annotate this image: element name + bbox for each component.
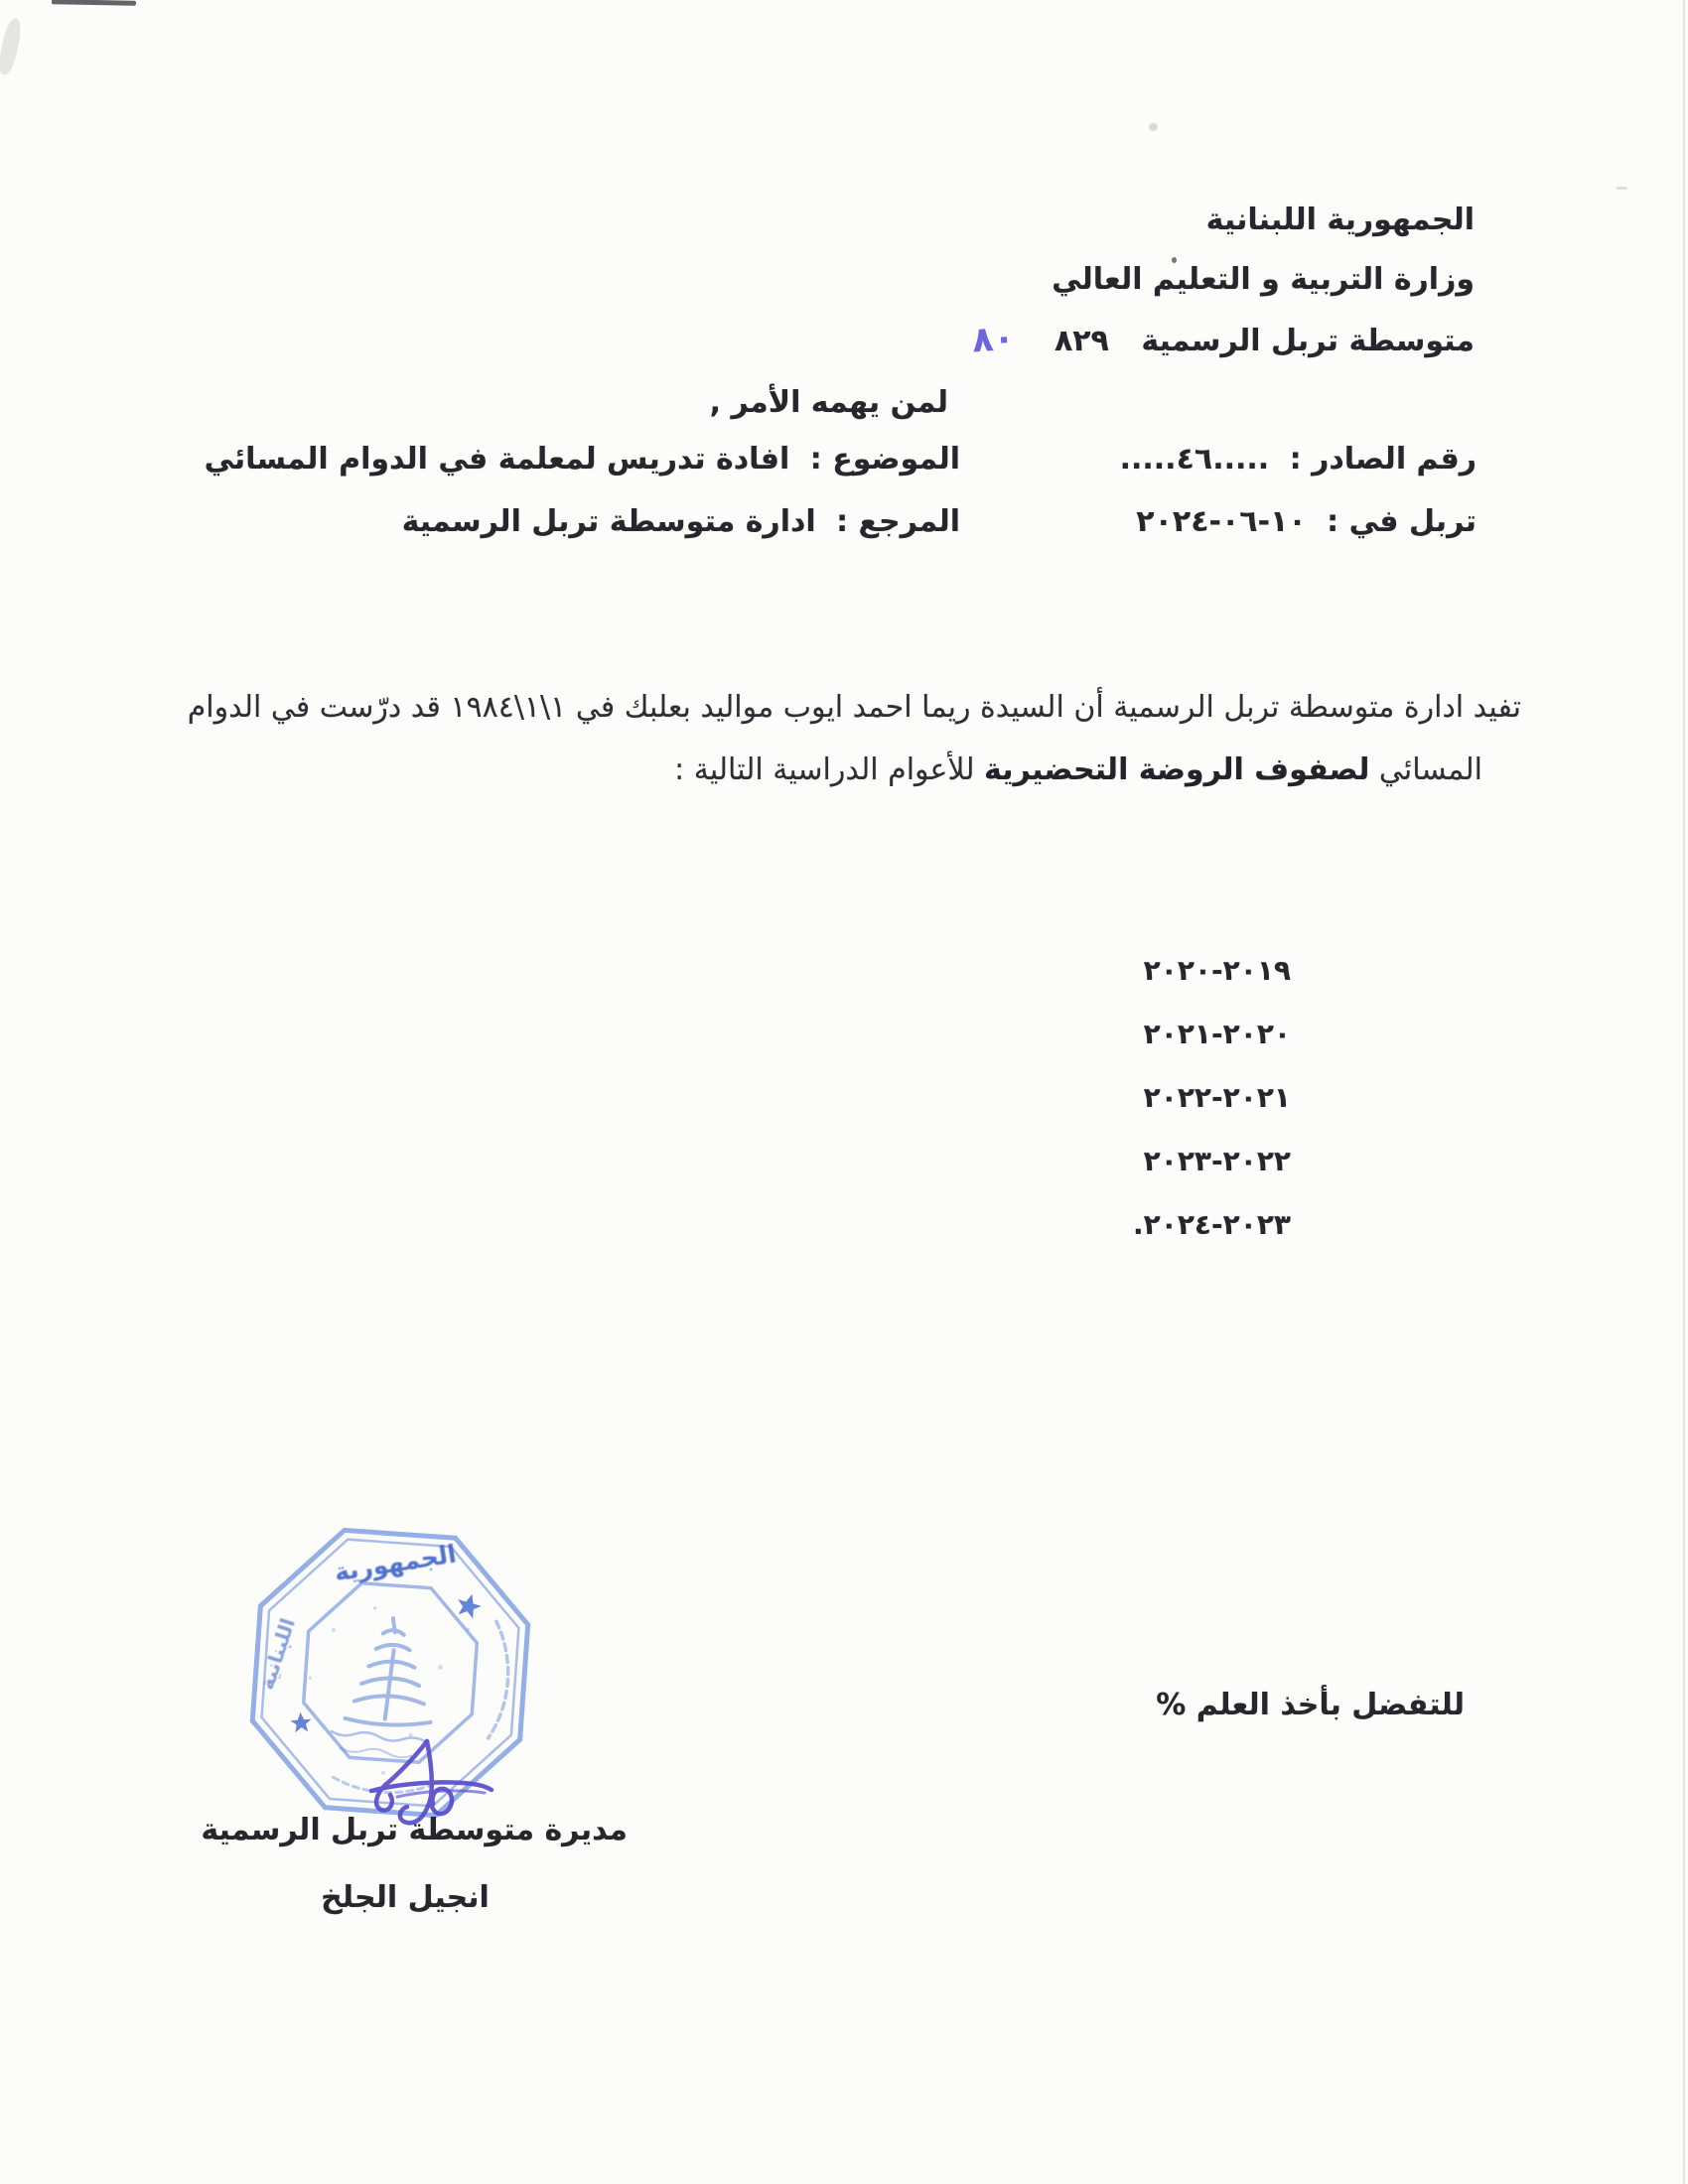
ministry-line: وزارة التربية و التعليم العالي (1052, 262, 1475, 297)
stamp-republic-text: الجمهورية (332, 1539, 459, 1587)
stamp-ring-text-right (489, 1621, 512, 1739)
year-item: ٢٠١٩-٢٠٢٠ (1143, 954, 1291, 987)
scan-edge-line (1683, 0, 1685, 2184)
reference-value: ادارة متوسطة تربل الرسمية (401, 504, 816, 539)
body-line-1: تفيد ادارة متوسطة تربل الرسمية أن السيدة ريما احمد ايوب مواليد بعلبك في ١\١\١٩٨٤ قد درّست في الدوام (187, 690, 1521, 725)
body-line-2 (674, 752, 1482, 787)
scan-artifact-smudge (0, 17, 24, 76)
letterhead (972, 191, 1475, 371)
reference-label: المرجع : (836, 504, 960, 539)
date-row (1136, 504, 1477, 539)
body-line-2-start: المسائي (1369, 752, 1482, 787)
school-name: متوسطة تربل الرسمية (1141, 324, 1475, 358)
school-line (972, 310, 1475, 371)
stamp-lebanese-text: اللبنانية (254, 1615, 300, 1693)
subject-row (205, 442, 960, 477)
issue-number-row (1120, 442, 1477, 477)
year-item: ٢٠٢٢-٢٠٢٣ (1143, 1145, 1291, 1177)
year-item: ٢٠٢٣-٢٠٢٤. (1133, 1208, 1291, 1241)
body-line-2-end: للأعوام الدراسية التالية : (674, 752, 985, 787)
cedar-emblem (345, 1615, 437, 1727)
reference-row (402, 504, 960, 539)
years-list (1133, 939, 1291, 1257)
principal-name: انجيل الجلخ (321, 1880, 490, 1915)
principal-title: مديرة متوسطة تربل الرسمية (201, 1813, 628, 1847)
handwritten-number: ٨٠ (970, 318, 1016, 361)
scan-artifact-dash (1617, 187, 1627, 190)
issue-number-label: رقم الصادر : (1289, 442, 1477, 477)
issue-number-value: .....٤٦..... (1119, 442, 1270, 477)
date-label: تربل في : (1327, 504, 1477, 539)
subject-value: افادة تدريس لمعلمة في الدوام المسائي (204, 442, 790, 477)
body-line-2-bold: لصفوف الروضة التحضيرية (984, 752, 1370, 787)
closing-note: للتفضل بأخذ العلم % (1156, 1688, 1465, 1722)
salutation: لمن يهمه الأمر , (709, 385, 948, 420)
year-item: ٢٠٢٠-٢٠٢١ (1143, 1018, 1291, 1050)
subject-label: الموضوع : (809, 442, 960, 477)
year-item: ٢٠٢١-٢٠٢٢ (1143, 1081, 1291, 1114)
scan-artifact-dot (1149, 123, 1158, 131)
republic-line: الجمهورية اللبنانية (1205, 203, 1475, 237)
date-value: ١٠-٠٦-٢٠٢٤ (1136, 504, 1307, 539)
school-number: ٨٢٩ (1054, 324, 1109, 358)
scan-artifact-streak (52, 0, 136, 6)
